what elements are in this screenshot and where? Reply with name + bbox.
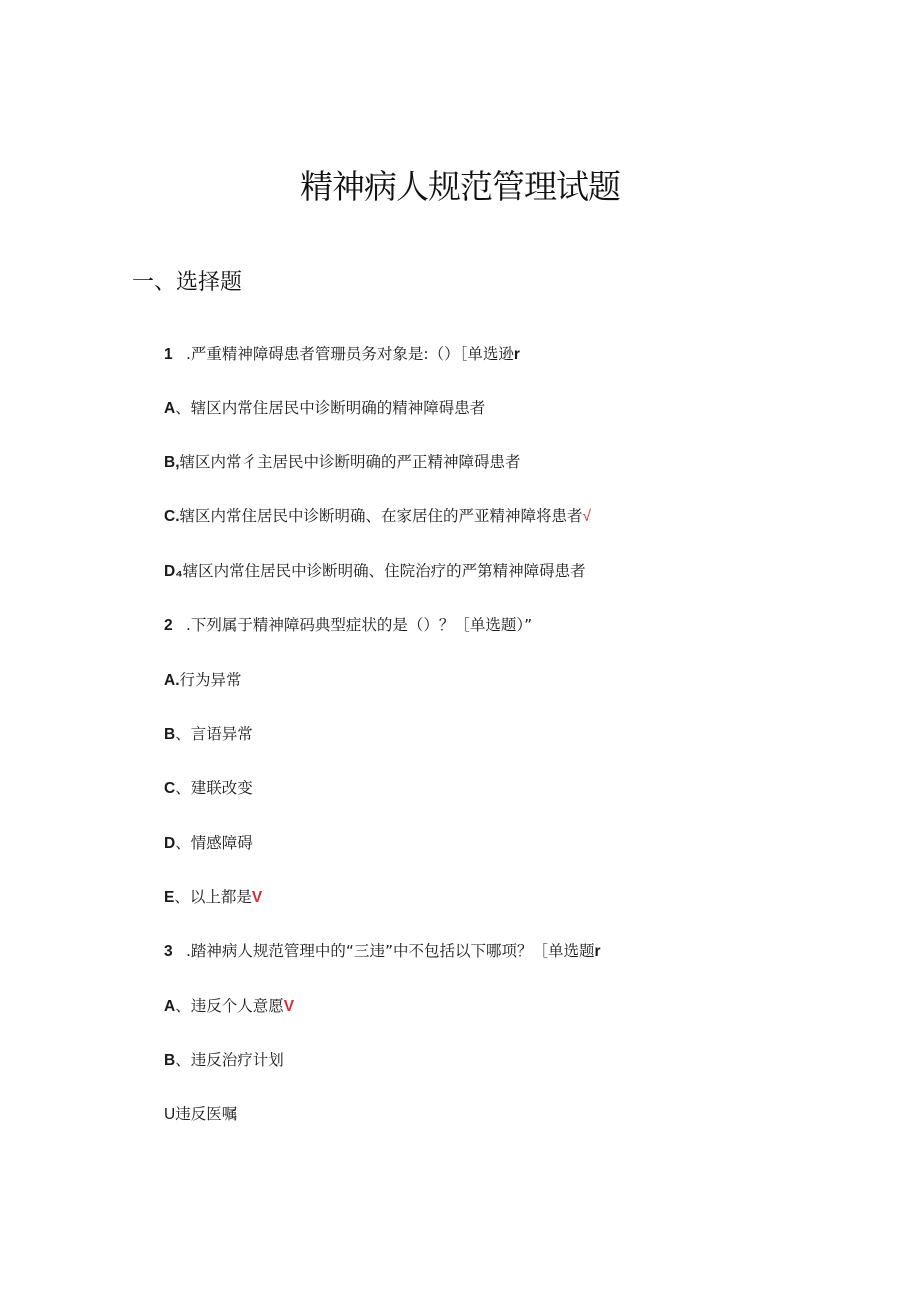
question-1 [164, 344, 520, 365]
option-text: 辖区内常住居民中诊断明确、住院治疗的严第精神障碍患者 [182, 562, 586, 580]
question-text: .严重精神障碍患者管珊员务对象是:（）［单选逊 [186, 345, 514, 363]
question-text: .踏神病人规范管理中的“三违”中不包括以下哪项？［单选题 [186, 942, 595, 960]
question-text: .下列属于精神障码典型症状的是（）？［单选题）” [186, 616, 533, 634]
option-prefix: U [164, 1106, 176, 1123]
option-prefix: C [164, 780, 176, 797]
option-text: 违反医嘱 [175, 1105, 238, 1123]
option-3c [164, 1104, 237, 1125]
question-text-tail: r [513, 346, 520, 363]
option-2b [164, 724, 253, 745]
option-prefix: B, [164, 454, 180, 471]
option-prefix: A [164, 998, 176, 1015]
option-text: 、违反个人意愿 [175, 997, 284, 1015]
section-heading: 一、选择题 [132, 270, 243, 295]
option-text: 行为异常 [179, 671, 242, 689]
option-text: 、违反治疗计划 [175, 1051, 284, 1069]
option-1c [164, 506, 591, 527]
option-prefix: D₄ [164, 563, 183, 580]
option-text: 、以上都是 [174, 888, 252, 906]
option-3a [164, 996, 294, 1017]
option-2e [164, 887, 262, 908]
question-number: 2 [164, 617, 173, 634]
option-prefix: B [164, 726, 176, 743]
option-2c [164, 778, 253, 799]
option-prefix: C. [164, 508, 180, 525]
option-prefix: D [164, 835, 176, 852]
option-prefix: A [164, 400, 176, 417]
answer-mark: √ [582, 508, 592, 525]
option-2a [164, 670, 242, 691]
option-1d [164, 561, 586, 582]
option-text: 、辖区内常住居民中诊断明确的精神障碍患者 [175, 399, 486, 417]
option-1a [164, 398, 485, 419]
option-1b [164, 452, 521, 473]
question-number: 1 [164, 346, 173, 363]
option-text: 、建联改变 [175, 779, 253, 797]
option-prefix: E [164, 889, 175, 906]
question-2 [164, 615, 532, 636]
option-prefix: B [164, 1052, 176, 1069]
question-3 [164, 941, 601, 962]
option-text: 、情感障碍 [175, 834, 253, 852]
option-prefix: A. [164, 672, 180, 689]
option-text: 、言语异常 [175, 725, 253, 743]
option-3b [164, 1050, 284, 1071]
option-text: 辖区内常住居民中诊断明确、在家居住的严亚精神障将患者 [179, 507, 583, 525]
answer-mark: V [283, 998, 295, 1015]
option-text: 辖区内常彳主居民中诊断明确的严正精神障碍患者 [179, 453, 521, 471]
question-text-tail: r [594, 943, 601, 960]
question-number: 3 [164, 943, 173, 960]
option-2d [164, 833, 253, 854]
answer-mark: V [251, 889, 263, 906]
document-title: 精神病人规范管理试题 [300, 167, 620, 206]
